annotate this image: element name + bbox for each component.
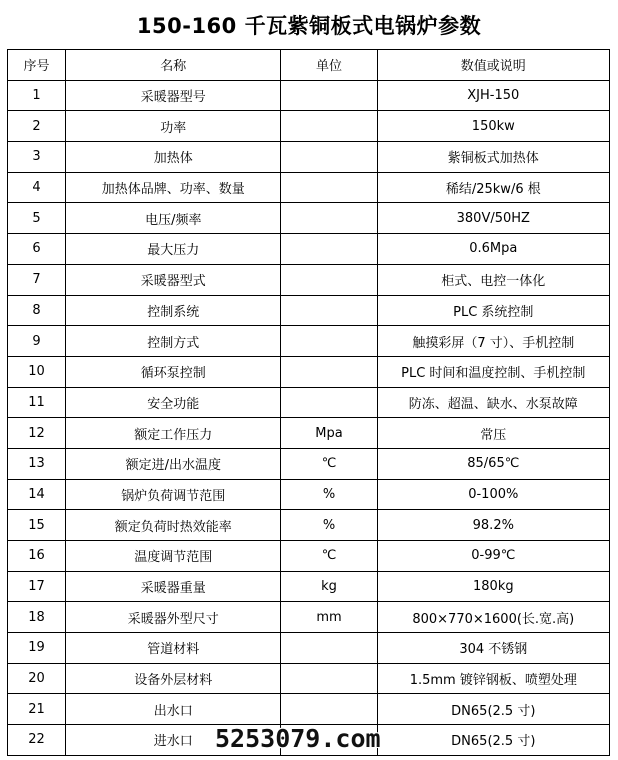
header-name: 名称	[66, 50, 281, 81]
row-index: 20	[8, 663, 66, 694]
row-name: 额定进/出水温度	[66, 448, 281, 479]
table-header-row	[8, 50, 610, 81]
row-index: 9	[8, 326, 66, 357]
row-index: 15	[8, 510, 66, 541]
parameter-table	[7, 49, 610, 756]
row-value: 柜式、电控一体化	[377, 264, 609, 295]
row-unit: ℃	[281, 448, 377, 479]
row-unit: ℃	[281, 541, 377, 572]
row-unit: mm	[281, 602, 377, 633]
row-index: 14	[8, 479, 66, 510]
row-value: PLC 系统控制	[377, 295, 609, 326]
row-unit	[281, 387, 377, 418]
row-name: 温度调节范围	[66, 541, 281, 572]
table-row	[8, 418, 610, 449]
table-row	[8, 602, 610, 633]
row-index: 12	[8, 418, 66, 449]
row-name: 最大压力	[66, 234, 281, 265]
row-index: 22	[8, 725, 66, 756]
table-row	[8, 633, 610, 664]
row-name: 额定工作压力	[66, 418, 281, 449]
row-index: 3	[8, 142, 66, 173]
row-value: XJH-150	[377, 80, 609, 111]
row-index: 19	[8, 633, 66, 664]
row-name: 安全功能	[66, 387, 281, 418]
row-index: 1	[8, 80, 66, 111]
row-value: PLC 时间和温度控制、手机控制	[377, 356, 609, 387]
row-unit	[281, 264, 377, 295]
page-title: 150-160 千瓦紫铜板式电锅炉参数	[136, 14, 482, 38]
row-unit	[281, 694, 377, 725]
row-name: 锅炉负荷调节范围	[66, 479, 281, 510]
row-name: 加热体品牌、功率、数量	[66, 172, 281, 203]
header-unit: 单位	[281, 50, 377, 81]
row-value: 1.5mm 镀锌钢板、喷塑处理	[377, 663, 609, 694]
row-index: 16	[8, 541, 66, 572]
row-value: 触摸彩屏（7 寸）、手机控制	[377, 326, 609, 357]
table-row	[8, 479, 610, 510]
row-value: 180kg	[377, 571, 609, 602]
table-row	[8, 111, 610, 142]
row-value: 304 不锈钢	[377, 633, 609, 664]
row-index: 10	[8, 356, 66, 387]
row-unit	[281, 234, 377, 265]
row-index: 5	[8, 203, 66, 234]
row-value: 85/65℃	[377, 448, 609, 479]
row-unit	[281, 172, 377, 203]
table-row	[8, 356, 610, 387]
row-value: 380V/50HZ	[377, 203, 609, 234]
row-name: 采暖器重量	[66, 571, 281, 602]
table-row	[8, 295, 610, 326]
row-index: 21	[8, 694, 66, 725]
table-row	[8, 326, 610, 357]
row-unit	[281, 142, 377, 173]
row-value: 800×770×1600(长.宽.高)	[377, 602, 609, 633]
row-value: 稀结/25kw/6 根	[377, 172, 609, 203]
row-value: 0-99℃	[377, 541, 609, 572]
row-value: 150kw	[377, 111, 609, 142]
table-row	[8, 234, 610, 265]
header-value: 数值或说明	[377, 50, 609, 81]
row-name: 出水口	[66, 694, 281, 725]
row-name: 循环泵控制	[66, 356, 281, 387]
row-index: 6	[8, 234, 66, 265]
row-name: 进水口	[66, 725, 281, 756]
table-row	[8, 203, 610, 234]
row-unit	[281, 663, 377, 694]
table-row	[8, 448, 610, 479]
row-index: 13	[8, 448, 66, 479]
row-unit	[281, 356, 377, 387]
table-row	[8, 571, 610, 602]
row-name: 功率	[66, 111, 281, 142]
row-name: 加热体	[66, 142, 281, 173]
table-row	[8, 541, 610, 572]
row-unit	[281, 203, 377, 234]
row-index: 2	[8, 111, 66, 142]
row-name: 采暖器型号	[66, 80, 281, 111]
header-index: 序号	[8, 50, 66, 81]
row-index: 18	[8, 602, 66, 633]
row-name: 管道材料	[66, 633, 281, 664]
table-row	[8, 264, 610, 295]
row-name: 额定负荷时热效能率	[66, 510, 281, 541]
row-unit	[281, 111, 377, 142]
row-index: 11	[8, 387, 66, 418]
row-index: 7	[8, 264, 66, 295]
row-unit	[281, 326, 377, 357]
row-unit	[281, 633, 377, 664]
row-value: 紫铜板式加热体	[377, 142, 609, 173]
row-name: 设备外层材料	[66, 663, 281, 694]
table-row	[8, 663, 610, 694]
watermark: 5253079.com	[215, 724, 381, 753]
table-row	[8, 142, 610, 173]
row-unit: Mpa	[281, 418, 377, 449]
row-value: 常压	[377, 418, 609, 449]
row-unit: %	[281, 479, 377, 510]
table-row	[8, 80, 610, 111]
row-value: DN65(2.5 寸)	[377, 725, 609, 756]
row-value: 98.2%	[377, 510, 609, 541]
row-unit: kg	[281, 571, 377, 602]
row-name: 控制系统	[66, 295, 281, 326]
row-value: 防冻、超温、缺水、水泵故障	[377, 387, 609, 418]
row-unit	[281, 80, 377, 111]
row-index: 8	[8, 295, 66, 326]
table-row	[8, 387, 610, 418]
row-name: 控制方式	[66, 326, 281, 357]
table-row	[8, 172, 610, 203]
row-value: 0.6Mpa	[377, 234, 609, 265]
row-value: DN65(2.5 寸)	[377, 694, 609, 725]
table-row	[8, 694, 610, 725]
row-name: 采暖器型式	[66, 264, 281, 295]
row-index: 17	[8, 571, 66, 602]
table-row	[8, 510, 610, 541]
row-name: 采暖器外型尺寸	[66, 602, 281, 633]
row-index: 4	[8, 172, 66, 203]
row-name: 电压/频率	[66, 203, 281, 234]
row-unit	[281, 295, 377, 326]
row-unit: %	[281, 510, 377, 541]
row-value: 0-100%	[377, 479, 609, 510]
